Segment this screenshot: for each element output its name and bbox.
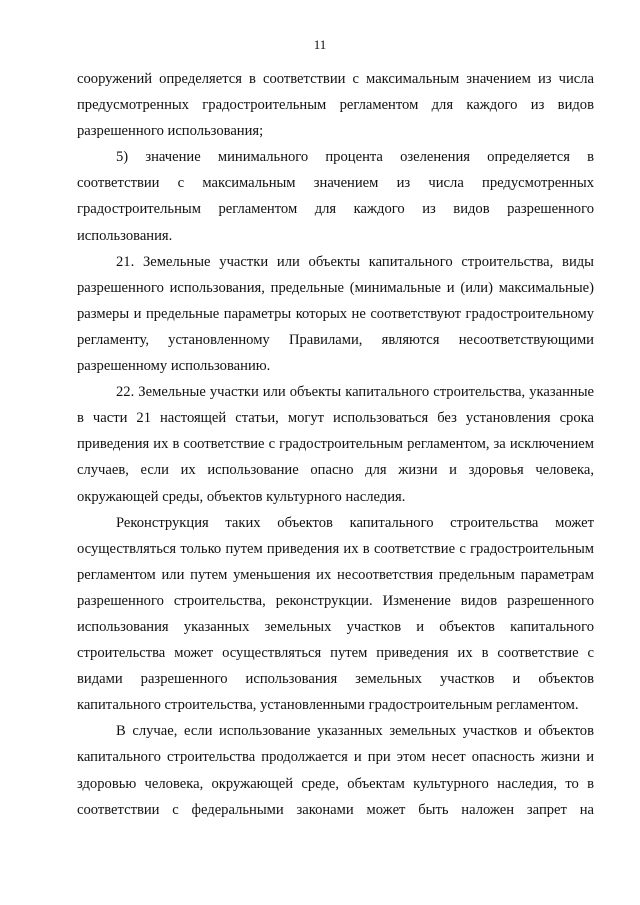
paragraph-clause-22: 22. Земельные участки или объекты капитального строительства, указанные в части 21 настоящей статьи, могут использоваться без установления срока приведения их в соответствие с градостроительным регламентом, за исключением случаев, если их использование опасно для жизни и здоровья человека, окружающей среды, объектов культурного наследия. [77,384,594,505]
paragraph-item-5: 5) значение минимального процента озеленения определяется в соответствии с максимальным значением из числа предусмотренных градостроительным регламентом для каждого из видов разрешенного использования. [77,149,594,244]
paragraph-prohibition: В случае, если использование указанных земельных участков и объектов капитального строительства продолжается и при этом несет опасность жизни и здоровью человека, окружающей среде, объектам культурного наследия, то в соответствии с федеральными законами может быть наложен запрет на [77,723,594,818]
page-number: 11 [313,37,327,52]
paragraph-continuation: сооружений определяется в соответствии с максимальным значением из числа предусмотренных градостроительным регламентом для каждого из видов разрешенного использования; [77,71,594,140]
paragraph-reconstruction: Реконструкция таких объектов капитального строительства может осуществляться только путем приведения их в соответствие с градостроительным регламентом или путем уменьшения их несоответствия предельным параметрам разрешенного строительства, реконструкции. Изменение видов разрешенного использования указанных земельных участков и объектов капитального строительства может осуществляться путем приведения их в соответствие с видами разрешенного использования земельных участков и объектов капитального строительства, установленными градостроительным регламентом. [77,514,594,714]
document-body [77,66,594,823]
paragraph-clause-21: 21. Земельные участки или объекты капитального строительства, виды разрешенного использования, предельные (минимальные и (или) максимальные) размеры и предельные параметры которых не соответствуют градостроительному регламенту, установленному Правилами, являются несоответствующими разрешенному использованию. [77,253,594,375]
